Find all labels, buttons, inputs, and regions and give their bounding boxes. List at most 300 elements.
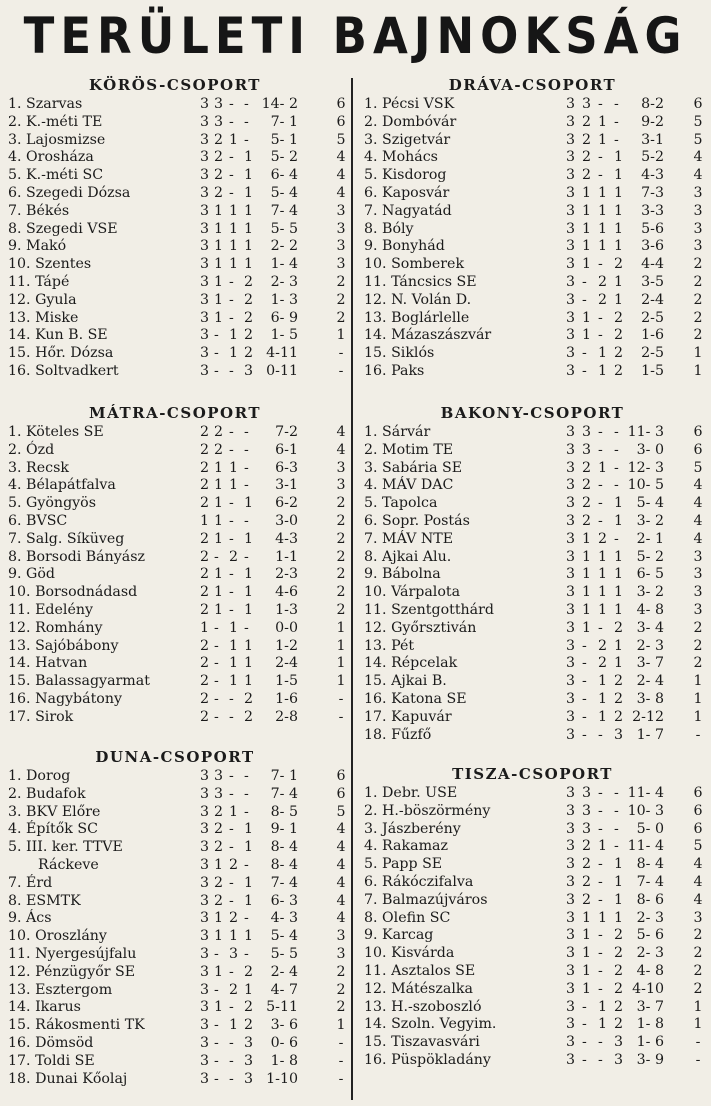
cell-x: - <box>244 96 249 112</box>
cell-w: 2 <box>200 424 210 440</box>
cell-l: 2 <box>229 910 239 927</box>
cell-pts: 4 <box>693 891 703 908</box>
cell-w: 3 <box>200 1052 210 1069</box>
cell-goals: 1-6 <box>641 327 664 344</box>
table-row <box>4 768 346 786</box>
table-row <box>358 602 707 620</box>
cell-l: - <box>598 424 603 440</box>
cell-x: 3 <box>244 362 254 379</box>
table-row <box>358 691 707 709</box>
team-name: 8. Borsodi Bányász <box>8 548 145 565</box>
cell-d: - <box>582 637 587 654</box>
cell-goals: 7-2 <box>275 424 298 440</box>
cell-goals: 7- 4 <box>270 785 298 802</box>
cell-l: - <box>229 512 234 529</box>
cell-pts: 1 <box>336 1017 346 1034</box>
cell-l: - <box>229 495 234 512</box>
team-name: 18. Fűzfő <box>364 726 432 743</box>
cell-d: - <box>582 690 587 707</box>
cell-x: 1 <box>614 584 624 601</box>
cell-w: 3 <box>566 566 576 583</box>
cell-x: 2 <box>614 619 624 636</box>
cell-pts: 3 <box>693 566 703 583</box>
cell-l: 1 <box>229 327 239 344</box>
cell-d: - <box>582 362 587 379</box>
cell-l: - <box>598 309 603 326</box>
cell-pts: 2 <box>336 309 346 326</box>
cell-goals: 3-6 <box>641 238 664 255</box>
cell-goals: 4-4 <box>641 256 664 273</box>
team-name: 10. Borsodnádasd <box>8 584 138 601</box>
table-row <box>358 513 707 531</box>
team-name: 4. Mohács <box>364 149 438 166</box>
cell-l: - <box>598 927 603 944</box>
table-row <box>4 709 346 727</box>
cell-x: 2 <box>614 362 624 379</box>
cell-w: 3 <box>566 512 576 529</box>
cell-x: 1 <box>614 856 624 873</box>
cell-goals: 7- 4 <box>636 873 664 890</box>
cell-l: 2 <box>598 291 608 308</box>
cell-l: - <box>598 785 603 801</box>
cell-x: 3 <box>244 1070 254 1087</box>
cell-pts: 2 <box>336 999 346 1016</box>
team-name: 12. N. Volán D. <box>364 291 472 308</box>
cell-pts: 4 <box>336 856 346 873</box>
cell-d: 1 <box>582 619 592 636</box>
cell-pts: 2 <box>336 512 346 529</box>
cell-l: 1 <box>598 362 608 379</box>
table-row <box>358 821 707 839</box>
cell-x: 1 <box>614 655 624 672</box>
cell-x: 2 <box>614 708 624 725</box>
group-bakonycsoport <box>358 402 707 744</box>
table-row <box>4 238 346 256</box>
cell-goals: 8- 4 <box>270 839 298 856</box>
team-name: 17. Sirok <box>8 708 74 725</box>
cell-d: 1 <box>214 477 224 494</box>
cell-pts: 6 <box>693 96 703 112</box>
cell-l: 1 <box>229 655 239 672</box>
cell-pts: 4 <box>336 167 346 184</box>
cell-goals: 2- 2 <box>270 238 298 255</box>
cell-l: 1 <box>598 1016 608 1033</box>
table-row <box>4 875 346 893</box>
cell-w: 3 <box>200 149 210 166</box>
column-divider <box>351 78 353 1100</box>
cell-x: 3 <box>614 1034 624 1051</box>
table-row <box>4 167 346 185</box>
group-heading: BAKONY-CSOPORT <box>440 404 625 422</box>
cell-x: 1 <box>614 548 624 565</box>
cell-pts: 4 <box>336 910 346 927</box>
cell-pts: 3 <box>336 945 346 962</box>
cell-goals: 2- 3 <box>636 945 664 962</box>
cell-x: - <box>614 113 619 130</box>
cell-l: - <box>598 1034 603 1051</box>
cell-x: 1 <box>614 909 624 926</box>
cell-pts: 4 <box>693 477 703 494</box>
cell-l: 1 <box>598 184 608 201</box>
cell-l: - <box>598 495 603 512</box>
cell-x: 1 <box>244 821 254 838</box>
cell-x: 2 <box>614 309 624 326</box>
cell-pts: 1 <box>693 690 703 707</box>
cell-x: - <box>614 530 619 547</box>
table-row <box>4 424 346 442</box>
cell-x: 1 <box>614 202 624 219</box>
cell-l: - <box>229 785 234 802</box>
table-row <box>4 96 346 114</box>
cell-d: 3 <box>214 113 224 130</box>
cell-d: 1 <box>582 980 592 997</box>
cell-w: 3 <box>566 891 576 908</box>
cell-w: 2 <box>200 673 210 690</box>
cell-d: - <box>582 673 587 690</box>
group-dunacsoport <box>4 746 346 1088</box>
team-name: 16. Katona SE <box>364 690 467 707</box>
cell-d: 1 <box>582 945 592 962</box>
cell-goals: 1-5 <box>641 362 664 379</box>
cell-x: - <box>244 477 249 494</box>
cell-goals: 2-12 <box>632 708 664 725</box>
cell-goals: 3- 4 <box>636 619 664 636</box>
team-name: 1. Sárvár <box>364 424 431 440</box>
cell-goals: 1-5 <box>275 673 298 690</box>
team-name: 3. Lajosmizse <box>8 131 106 148</box>
cell-x: 1 <box>614 167 624 184</box>
cell-l: - <box>229 839 234 856</box>
cell-d: - <box>582 655 587 672</box>
cell-d: 2 <box>582 873 592 890</box>
cell-pts: 6 <box>693 424 703 440</box>
table-row <box>358 945 707 963</box>
table-row <box>358 785 707 803</box>
cell-l: 1 <box>598 601 608 618</box>
cell-l: - <box>229 184 234 201</box>
cell-d: 3 <box>582 802 592 819</box>
cell-pts: 1 <box>693 998 703 1015</box>
cell-pts: 1 <box>693 708 703 725</box>
cell-pts: 4 <box>336 821 346 838</box>
cell-l: - <box>229 113 234 130</box>
table-row <box>358 274 707 292</box>
cell-x: 2 <box>614 327 624 344</box>
cell-l: - <box>598 512 603 529</box>
cell-pts: 2 <box>693 291 703 308</box>
team-name: 1. Dorog <box>8 768 71 784</box>
cell-goals: 5- 0 <box>636 820 664 837</box>
cell-x: 2 <box>614 690 624 707</box>
cell-d: 1 <box>582 548 592 565</box>
cell-l: - <box>229 601 234 618</box>
team-name: 11. Asztalos SE <box>364 962 476 979</box>
team-name: 4. Orosháza <box>8 149 94 166</box>
cell-goals: 2-4 <box>275 655 298 672</box>
team-name: 7. Békés <box>8 202 70 219</box>
cell-d: 1 <box>214 999 224 1016</box>
cell-goals: 1- 4 <box>270 256 298 273</box>
cell-d: 2 <box>582 149 592 166</box>
cell-l: 1 <box>598 548 608 565</box>
cell-w: 3 <box>200 785 210 802</box>
table-row <box>358 310 707 328</box>
cell-pts: 3 <box>336 238 346 255</box>
cell-x: 2 <box>244 690 254 707</box>
cell-w: 2 <box>200 584 210 601</box>
team-name: 13. Boglárlelle <box>364 309 470 326</box>
team-name: 3. Jászberény <box>364 820 461 837</box>
cell-goals: 7- 4 <box>270 202 298 219</box>
team-name: 2. Motim TE <box>364 441 454 458</box>
cell-x: 2 <box>244 273 254 290</box>
cell-goals: 1- 7 <box>636 726 664 743</box>
table-row <box>358 221 707 239</box>
table-row <box>358 238 707 256</box>
cell-w: 3 <box>566 785 576 801</box>
cell-x: 1 <box>244 601 254 618</box>
cell-d: 1 <box>582 909 592 926</box>
table-row <box>358 345 707 363</box>
cell-w: 3 <box>200 981 210 998</box>
team-name: 2. Budafok <box>8 785 86 802</box>
cell-pts: 2 <box>336 530 346 547</box>
cell-l: 2 <box>598 530 608 547</box>
cell-goals: 0-0 <box>275 619 298 636</box>
team-name: 14. Mázaszászvár <box>364 327 492 344</box>
team-name: 10. Oroszlány <box>8 928 107 945</box>
cell-l: - <box>598 873 603 890</box>
team-name: 10. Kisvárda <box>364 945 455 962</box>
cell-l: - <box>598 856 603 873</box>
cell-l: 3 <box>229 945 239 962</box>
cell-w: 3 <box>200 238 210 255</box>
cell-w: 2 <box>200 637 210 654</box>
cell-x: 1 <box>244 839 254 856</box>
cell-d: 1 <box>214 238 224 255</box>
cell-d: 2 <box>214 131 224 148</box>
cell-w: 3 <box>566 802 576 819</box>
cell-w: 3 <box>200 928 210 945</box>
cell-x: 3 <box>614 1051 624 1068</box>
cell-pts: 1 <box>336 327 346 344</box>
cell-l: 1 <box>229 637 239 654</box>
cell-d: 1 <box>582 256 592 273</box>
cell-goals: 1-10 <box>266 1070 298 1087</box>
cell-d: - <box>214 1070 219 1087</box>
cell-w: 3 <box>566 726 576 743</box>
cell-w: 3 <box>566 220 576 237</box>
cell-w: 3 <box>566 619 576 636</box>
cell-goals: 4-6 <box>275 584 298 601</box>
table-row <box>4 857 346 875</box>
team-name: 3. Recsk <box>8 459 69 476</box>
cell-x: - <box>244 512 249 529</box>
cell-goals: 5- 6 <box>636 927 664 944</box>
cell-pts: 2 <box>336 981 346 998</box>
cell-w: 3 <box>200 999 210 1016</box>
cell-x: 1 <box>614 512 624 529</box>
cell-d: 3 <box>582 424 592 440</box>
cell-x: 2 <box>244 309 254 326</box>
team-name: 12. Pénzügyőr SE <box>8 963 136 980</box>
cell-x: 1 <box>244 928 254 945</box>
cell-goals: 1- 3 <box>270 291 298 308</box>
cell-goals: 4-3 <box>641 167 664 184</box>
team-name: 13. Sajóbábony <box>8 637 119 654</box>
cell-d: 1 <box>582 238 592 255</box>
cell-d: 2 <box>582 167 592 184</box>
cell-d: 2 <box>582 838 592 855</box>
cell-w: 3 <box>566 167 576 184</box>
team-name: 13. H.-szoboszló <box>364 998 482 1015</box>
cell-d: - <box>214 548 219 565</box>
cell-d: 3 <box>214 768 224 784</box>
cell-x: 1 <box>614 873 624 890</box>
cell-d: 1 <box>214 601 224 618</box>
table-row <box>4 442 346 460</box>
cell-goals: 1- 8 <box>636 1016 664 1033</box>
cell-w: 3 <box>566 601 576 618</box>
cell-l: - <box>598 962 603 979</box>
team-name: 4. Rakamaz <box>364 838 448 855</box>
table-row <box>4 495 346 513</box>
cell-x: 3 <box>614 726 624 743</box>
cell-w: 3 <box>200 803 210 820</box>
cell-l: 1 <box>598 220 608 237</box>
cell-pts: 4 <box>336 874 346 891</box>
cell-d: 2 <box>214 149 224 166</box>
cell-l: - <box>229 1034 234 1051</box>
cell-goals: 6- 9 <box>270 309 298 326</box>
cell-goals: 5- 4 <box>636 495 664 512</box>
cell-w: 3 <box>566 113 576 130</box>
cell-pts: 3 <box>336 477 346 494</box>
table-row <box>4 964 346 982</box>
cell-l: 2 <box>229 981 239 998</box>
cell-l: 2 <box>598 655 608 672</box>
cell-x: 2 <box>614 962 624 979</box>
cell-w: 3 <box>200 963 210 980</box>
team-name: 5. Tapolca <box>364 495 438 512</box>
cell-goals: 8- 4 <box>270 856 298 873</box>
cell-goals: 6-2 <box>275 495 298 512</box>
cell-goals: 11- 4 <box>627 838 664 855</box>
cell-x: 2 <box>614 256 624 273</box>
cell-goals: 5- 4 <box>270 184 298 201</box>
cell-w: 1 <box>200 512 210 529</box>
cell-d: 1 <box>582 927 592 944</box>
cell-pts: 6 <box>336 96 346 112</box>
cell-goals: 6- 5 <box>636 566 664 583</box>
cell-x: - <box>614 838 619 855</box>
cell-w: 3 <box>200 184 210 201</box>
table-row <box>358 838 707 856</box>
cell-goals: 3- 2 <box>636 512 664 529</box>
cell-l: - <box>229 821 234 838</box>
table-row <box>358 149 707 167</box>
cell-l: 1 <box>598 113 608 130</box>
table-row <box>4 327 346 345</box>
cell-x: - <box>244 459 249 476</box>
team-name: 4. MÁV DAC <box>364 477 454 494</box>
table-row <box>4 531 346 549</box>
cell-goals: 2-8 <box>275 708 298 725</box>
team-name: 9. Makó <box>8 238 67 255</box>
cell-goals: 4-10 <box>632 980 664 997</box>
cell-w: 2 <box>200 548 210 565</box>
cell-l: - <box>598 980 603 997</box>
cell-w: 3 <box>200 910 210 927</box>
cell-goals: 8-2 <box>641 96 664 112</box>
cell-pts: 5 <box>336 131 346 148</box>
cell-l: - <box>598 441 603 458</box>
cell-l: - <box>598 802 603 819</box>
cell-x: - <box>244 424 249 440</box>
cell-goals: 5- 5 <box>270 220 298 237</box>
cell-l: 1 <box>229 477 239 494</box>
cell-x: 1 <box>244 892 254 909</box>
cell-l: - <box>229 96 234 112</box>
team-name: 14. Répcelak <box>364 655 458 672</box>
cell-pts: 4 <box>693 512 703 529</box>
team-name: 7. MÁV NTE <box>364 530 454 547</box>
cell-w: 3 <box>200 291 210 308</box>
cell-w: 3 <box>566 873 576 890</box>
cell-pts: 3 <box>693 184 703 201</box>
cell-pts: 6 <box>336 113 346 130</box>
cell-d: 3 <box>582 820 592 837</box>
cell-goals: 0-11 <box>266 362 298 379</box>
cell-d: - <box>214 619 219 636</box>
cell-goals: 2- 4 <box>636 673 664 690</box>
cell-x: 1 <box>614 495 624 512</box>
cell-d: 1 <box>214 928 224 945</box>
team-name: 12. Mátészalka <box>364 980 473 997</box>
cell-w: 3 <box>566 424 576 440</box>
team-name: 9. Bonyhád <box>364 238 445 255</box>
cell-w: 3 <box>200 345 210 362</box>
team-name: 12. Gyula <box>8 291 77 308</box>
cell-w: 3 <box>200 1070 210 1087</box>
table-row <box>358 927 707 945</box>
table-row <box>358 874 707 892</box>
team-name: 6. BVSC <box>8 512 68 529</box>
cell-x: - <box>614 96 619 112</box>
team-name: 7. Nagyatád <box>364 202 452 219</box>
table-row <box>358 292 707 310</box>
group-heading: DUNA-CSOPORT <box>95 748 255 766</box>
team-name: 1. Köteles SE <box>8 424 104 440</box>
cell-x: - <box>244 113 249 130</box>
cell-w: 2 <box>200 601 210 618</box>
team-name: 2. K.-méti TE <box>8 113 103 130</box>
team-name: 4. Építők SC <box>8 821 98 838</box>
cell-w: 1 <box>200 619 210 636</box>
cell-x: 1 <box>244 874 254 891</box>
cell-pts: 2 <box>693 327 703 344</box>
table-row <box>358 495 707 513</box>
cell-x: - <box>614 477 619 494</box>
cell-l: 1 <box>229 345 239 362</box>
cell-w: 3 <box>566 131 576 148</box>
cell-l: 1 <box>229 1017 239 1034</box>
team-name: 6. Rákóczifalva <box>364 873 474 890</box>
cell-x: 2 <box>244 327 254 344</box>
cell-goals: 10- 5 <box>627 477 664 494</box>
cell-goals: 2- 3 <box>636 637 664 654</box>
cell-l: - <box>229 690 234 707</box>
